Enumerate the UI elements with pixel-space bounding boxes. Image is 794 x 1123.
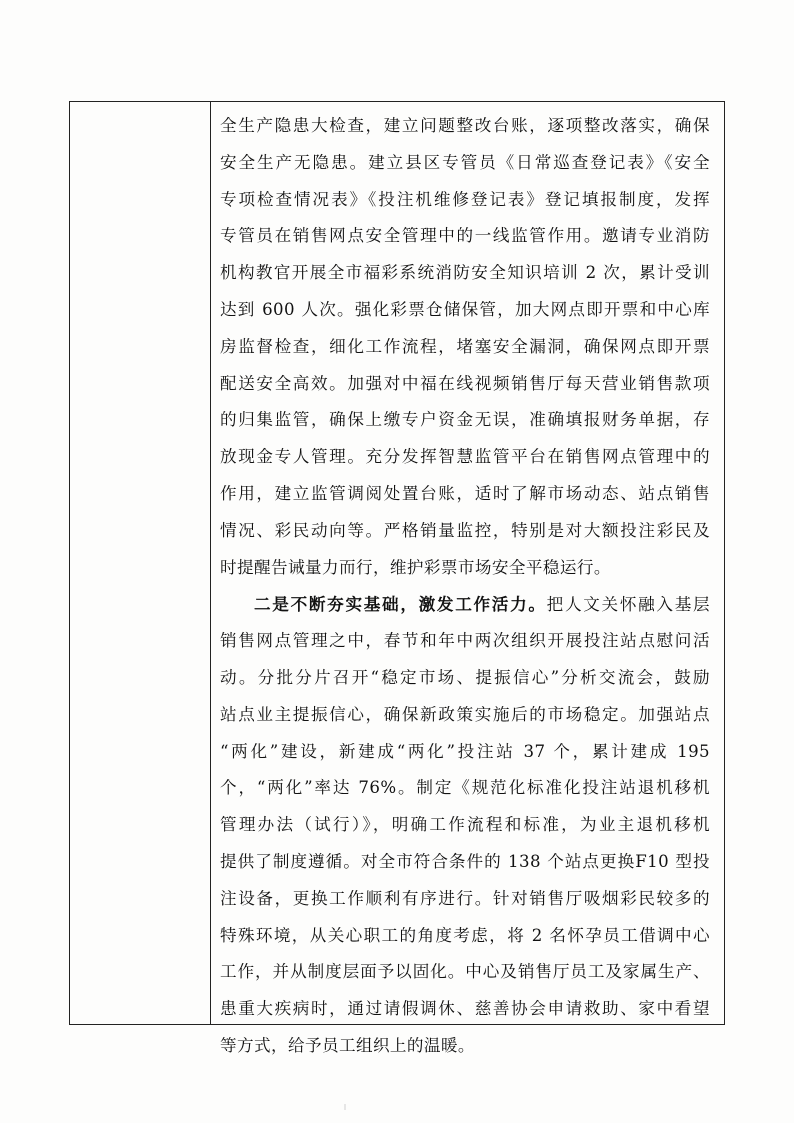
text-line: 配送安全高效。加强对中福在线视频销售厅每天营业销售款项: [220, 373, 710, 393]
form-table: [69, 101, 725, 1055]
label-column: [70, 102, 211, 1024]
text-line: 患重大疾病时，通过请假调休、慈善协会申请救助、家中看望: [220, 999, 710, 1019]
text-line: 个，“两化”率达 76%。制定《规范化标准化投注站退机移机: [220, 778, 710, 798]
text-line: 专项检查情况表》《投注机维修登记表》登记填报制度，发挥: [220, 189, 710, 209]
text-line: 作用，建立监管调阅处置台账，适时了解市场动态、站点销售: [220, 483, 710, 503]
text-line: 提供了制度遵循。对全市符合条件的 138 个站点更换F10 型投: [220, 851, 710, 871]
text-line: 放现金专人管理。充分发挥智慧监管平台在销售网点管理中的: [220, 447, 710, 467]
text-line: 注设备，更换工作顺利有序进行。针对销售厅吸烟彩民较多的: [220, 888, 710, 908]
text-line: 时提醒告诫量力而行，维护彩票市场安全平稳运行。: [220, 557, 611, 577]
paragraph-heading-line: [220, 586, 710, 623]
text-line: 特殊环境，从关心职工的角度考虑，将 2 名怀孕员工借调中心: [220, 925, 710, 945]
text-line: 专管员在销售网点安全管理中的一线监管作用。邀请专业消防: [220, 226, 710, 246]
text-line: 工作，并从制度层面予以固化。中心及销售厅员工及家属生产、: [220, 962, 710, 982]
text-line: 站点业主提振信心，确保新政策实施后的市场稳定。加强站点: [220, 704, 710, 724]
text-line: 销售网点管理之中，春节和年中两次组织开展投注站点慰问活: [220, 631, 710, 651]
content-cell: [220, 108, 710, 1065]
scan-mark: [344, 1104, 346, 1110]
text-line: 安全生产无隐患。建立县区专管员《日常巡查登记表》《安全: [220, 152, 710, 172]
paragraph-heading: 二是不断夯实基础，激发工作活力。: [254, 594, 547, 615]
text-line: 房监督检查，细化工作流程，堵塞安全漏洞，确保网点即开票: [220, 336, 710, 356]
text-line: 达到 600 人次。强化彩票仓储保管，加大网点即开票和中心库: [220, 299, 710, 319]
text-line: 管理办法（试行）》，明确工作流程和标准，为业主退机移机: [220, 815, 710, 835]
text-line: 全生产隐患大检查，建立问题整改台账，逐项整改落实，确保: [220, 116, 710, 135]
text-line: 动。分批分片召开“稳定市场、提振信心”分析交流会，鼓励: [220, 667, 710, 687]
text-line: 等方式，给予员工组织上的温暖。: [220, 1035, 475, 1055]
text-line: 的归集监管，确保上缴专户资金无误，准确填报财务单据，存: [220, 410, 710, 430]
text-line: 机构教官开展全市福彩系统消防安全知识培训 2 次，累计受训: [220, 263, 710, 283]
paragraph-heading-rest: 把人文关怀融入基层: [546, 595, 710, 615]
text-line: 情况、彩民动向等。严格销量监控，特别是对大额投注彩民及: [220, 520, 710, 540]
text-line: “两化”建设，新建成“两化”投注站 37 个，累计建成 195: [220, 741, 710, 761]
